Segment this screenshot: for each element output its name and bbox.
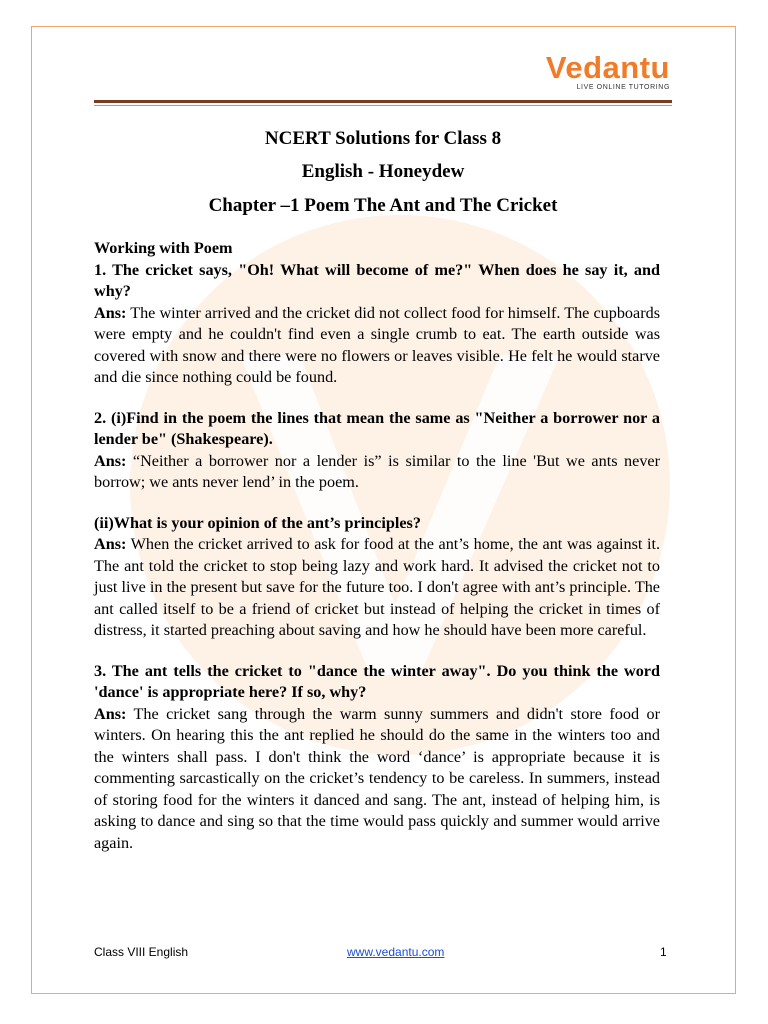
doc-title-line3: Chapter –1 Poem The Ant and The Cricket [208,195,558,216]
ans-label: Ans: [94,535,127,553]
answer-3 [94,704,660,855]
logo-wordmark: Vedantu [545,50,670,85]
question-2i: 2. (i)Find in the poem the lines that mean the same as "Neither a borrower nor a lender be" (Shakespeare). [94,408,660,448]
answer-1 [94,303,660,389]
ans-label: Ans: [94,704,127,723]
question-2ii: (ii)What is your opinion of the ant’s principles? [94,513,421,532]
logo-tagline: LIVE ONLINE TUTORING [576,84,670,91]
answer-2i [94,451,660,494]
header-rule [94,100,672,103]
doc-title-line1: NCERT Solutions for Class 8 [264,128,502,149]
doc-title-line2: English - Honeydew [301,161,465,182]
section-heading: Working with Poem [94,239,233,257]
question-1: 1. The cricket says, "Oh! What will become of me?" When does he say it, and why? [94,260,660,300]
ans-label: Ans: [94,451,127,470]
document-body [94,238,660,854]
question-3: 3. The ant tells the cricket to "dance the winter away". Do you think the word 'dance' is appropriate here? If so, why? [94,661,660,701]
ans-label: Ans: [94,303,127,322]
answer-text: The winter arrived and the cricket did not collect food for himself. The cupboards were empty and he couldn't find even a single crumb to eat. The earth outside was covered with snow and there were no flowers or leaves visible. He felt he would starve and die since nothing could be found. [94,303,660,386]
footer-website-link[interactable]: www.vedantu.com [347,945,445,959]
page-number: 1 [660,945,667,959]
header-rule-thin [94,105,672,106]
answer-2ii [94,534,660,642]
answer-text: “Neither a borrower nor a lender is” is similar to the line 'But we ants never borrow; we ants never lend’ in the poem. [94,451,660,491]
answer-text: The cricket sang through the warm sunny summers and didn't store food or winters. On hearing this the ant replied he should do the same in the winters too and the winters shall pass. I don't think the word ‘dance’ is appropriate because it is commenting sarcastically on the cricket’s tendency to be careless. In summers, instead of storing food for the winters it danced and sang. The ant, instead of helping him, is asking to dance and sing so that the time would pass quickly and summer would arrive again. [94,704,660,852]
vedantu-logo [546,52,670,91]
answer-text: When the cricket arrived to ask for food at the ant’s home, the ant was against it. The ant told the cricket to stop being lazy and work hard. It advised the cricket not to just live in the present but save for the future too. I don't agree with ant’s principle. The ant called itself to be a friend of cricket but instead of helping the cricket in times of distress, it started preaching about saving and how he should have been more careful. [94,535,660,639]
footer-class-label: Class VIII English [94,945,189,959]
